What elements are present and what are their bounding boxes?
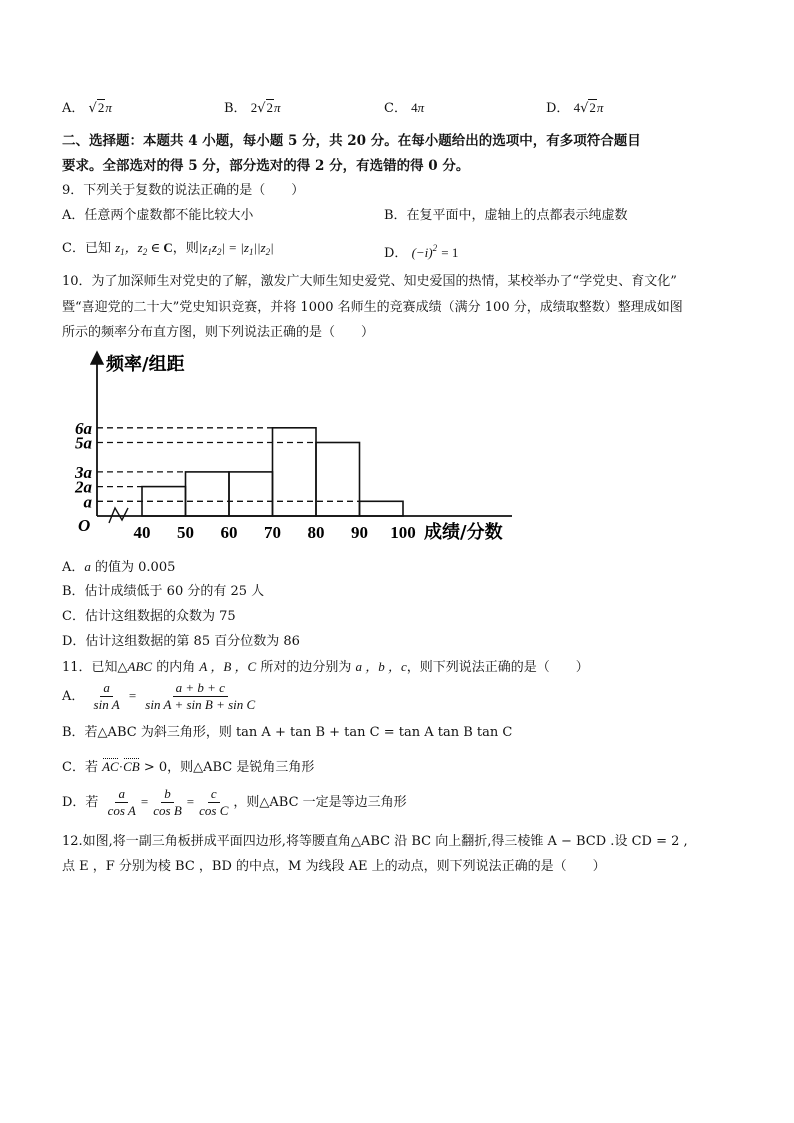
frequency-histogram xyxy=(62,348,522,548)
q10-option-d: D．估计这组数据的第 85 百分位数为 86 xyxy=(62,634,300,649)
option-d-label: D．若 xyxy=(62,795,99,810)
pi-symbol: π xyxy=(105,100,112,115)
coefficient: 4 xyxy=(411,100,418,115)
x-axis-title: 成绩/分数 xyxy=(424,522,503,543)
math-modulus-equation: $|z_1z_2| = |z_1||z_2|$ xyxy=(198,240,274,257)
x-tick-label: 70 xyxy=(264,523,281,542)
q8-option-a xyxy=(62,98,112,119)
coefficient: 4 xyxy=(573,100,581,115)
vector-ac: AC xyxy=(102,757,119,777)
q11-stem-pre: 11．已知△ xyxy=(62,660,128,675)
histogram-bar xyxy=(229,472,273,516)
radicand: 2 xyxy=(589,100,596,115)
option-letter: C． xyxy=(384,101,407,116)
sides-abc: a ，b ，c xyxy=(355,659,407,674)
x-tick-label: 100 xyxy=(390,523,416,542)
math-z1-z2-in-c: $z_1$，$z_2$ ∈ C xyxy=(115,240,173,257)
sqrt-expression: √2 xyxy=(580,100,596,116)
option-c-prefix: C．若 xyxy=(62,760,103,775)
q10-option-c: C．估计这组数据的众数为 75 xyxy=(62,609,236,624)
y-axis-title: 频率/组距 xyxy=(106,354,185,375)
section2-heading-line2: 要求。全部选对的得 5 分，部分选对的得 2 分，有选错的得 0 分。 xyxy=(62,158,470,174)
option-d-text: ，则△ABC 一定是等边三角形 xyxy=(233,795,407,810)
fraction-b-over-cosB: $\frac{b}{\text{cos B}}$ xyxy=(153,786,182,818)
histogram-bar xyxy=(360,501,404,516)
y-tick-label: 5a xyxy=(75,433,92,453)
q9-option-d xyxy=(384,238,458,264)
radicand: 2 xyxy=(266,100,273,115)
option-letter: A． xyxy=(62,101,85,116)
vector-cb: CB xyxy=(123,757,140,777)
y-tick-label: a xyxy=(83,492,92,512)
q8-option-b xyxy=(224,98,281,119)
histogram-bar xyxy=(186,472,230,516)
math-neg-i-squared: $(-i)^2$ xyxy=(411,243,438,260)
section2-heading-line1: 二、选择题：本题共 4 小题，每小题 5 分，共 20 分。在每小题给出的选项中，有多项符合题目 xyxy=(62,133,641,149)
q11-stem-post2: 所对的边分别为 xyxy=(256,660,356,675)
fraction-c-over-cosC: $\frac{c}{\text{cos C}}$ xyxy=(199,786,229,818)
q11-option-b: B．若△ABC 为斜三角形，则 tan A + tan B + tan C = tan A tan B tan C xyxy=(62,725,513,740)
fraction-a-over-sinA: $\frac{a}{\text{sin A}}$ xyxy=(93,680,120,712)
q9-option-a: A．任意两个虚数都不能比较大小 xyxy=(62,208,254,223)
sqrt-expression: √2 xyxy=(257,100,273,116)
option-a-prefix: A． xyxy=(62,560,85,575)
fraction-a-over-cosA: $\frac{a}{\text{cos A}}$ xyxy=(107,786,136,818)
option-c-prefix: C．已知 xyxy=(62,241,111,256)
x-tick-label: 80 xyxy=(307,523,325,542)
q10-option-a xyxy=(62,557,175,578)
x-tick-label: 90 xyxy=(351,523,368,542)
q10-stem-line3: 所示的频率分布直方图，则下列说法正确的是（ ） xyxy=(62,325,375,340)
q11-option-d: D．若 $\frac{a}{\text{cos A}}$ = $\frac{b}{\text{cos B}}$ = $\frac{c}{\text{cos C}}$ ，则△ABC 一定是等边三角形 xyxy=(62,786,407,818)
x-tick-label: 40 xyxy=(133,523,151,542)
radicand: 2 xyxy=(97,100,105,115)
variable-a: a xyxy=(84,559,91,574)
option-d-prefix: D． xyxy=(384,246,408,261)
origin-label: O xyxy=(78,516,91,535)
pi-symbol: π xyxy=(274,100,281,115)
x-tick-label: 60 xyxy=(220,523,238,542)
x-tick-labels xyxy=(134,523,416,542)
q8-option-d xyxy=(546,98,603,119)
y-tick-label: 3a xyxy=(75,462,92,482)
q9-option-c xyxy=(62,238,274,262)
pi-symbol: π xyxy=(417,100,425,115)
x-tick-label: 50 xyxy=(177,523,194,542)
y-tick-labels xyxy=(74,419,93,512)
q11-stem-post3: ，则下列说法正确的是（ ） xyxy=(406,660,589,675)
q12-stem-line1: 12.如图,将一副三角板拼成平面四边形,将等腰直角△ABC 沿 BC 向上翻折,得三棱锥 A − BCD .设 CD = 2 , xyxy=(62,834,688,849)
q9-stem: 9．下列关于复数的说法正确的是（ ） xyxy=(62,183,305,198)
q11-option-c: C．若 AC·CB > 0，则△ABC 是锐角三角形 xyxy=(62,759,315,775)
option-c-text: > 0，则△ABC 是锐角三角形 xyxy=(139,760,315,775)
q9-option-b: B．在复平面中，虚轴上的点都表示纯虚数 xyxy=(384,208,628,223)
sqrt-expression: √2 xyxy=(88,100,105,116)
q10-option-b: B．估计成绩低于 60 分的有 25 人 xyxy=(62,584,265,599)
q11-stem xyxy=(62,657,589,678)
q11-option-a: A． $\frac{a}{\text{sin A}}$ = $\frac{a + b + c}{\text{sin A + sin B + sin C}}$ xyxy=(62,680,260,713)
pi-symbol: π xyxy=(596,100,604,115)
y-tick-label: 2a xyxy=(75,477,92,497)
option-a-label: A． xyxy=(62,689,85,704)
q11-stem-post1: 的内角 xyxy=(152,660,200,675)
histogram-bar xyxy=(316,443,360,517)
fraction-perimeter-over-sines: $\frac{a + b + c}{\text{sin A + sin B + sin C}}$ xyxy=(145,680,256,712)
option-a-text: 的值为 0.005 xyxy=(90,560,176,575)
option-letter: D． xyxy=(546,101,570,116)
option-c-mid: ，则 xyxy=(172,241,199,256)
q12-stem-line2: 点 E ，F 分别为棱 BC ，BD 的中点，M 为线段 AE 上的动点，则下列说法正确的是（ ） xyxy=(62,859,606,874)
option-letter: B． xyxy=(224,101,247,116)
coefficient: 2 xyxy=(250,100,258,115)
triangle-abc: ABC xyxy=(127,659,153,674)
y-tick-label: 6a xyxy=(75,418,92,438)
angles-abc: A ，B ，C xyxy=(199,659,257,674)
q10-stem-line2: 暨“喜迎党的二十大”党史知识竞赛，并将 1000 名师生的竞赛成绩（满分 100 分，成绩取整数）整理成如图 xyxy=(62,300,683,315)
q10-stem-line1: 10．为了加深师生对党史的了解，激发广大师生知史爱党、知史爱国的热情，某校举办了“学党史、育文化” xyxy=(62,274,677,289)
histogram-bar xyxy=(273,428,317,516)
option-d-eq: = 1 xyxy=(441,245,459,260)
q8-option-c xyxy=(384,98,424,119)
